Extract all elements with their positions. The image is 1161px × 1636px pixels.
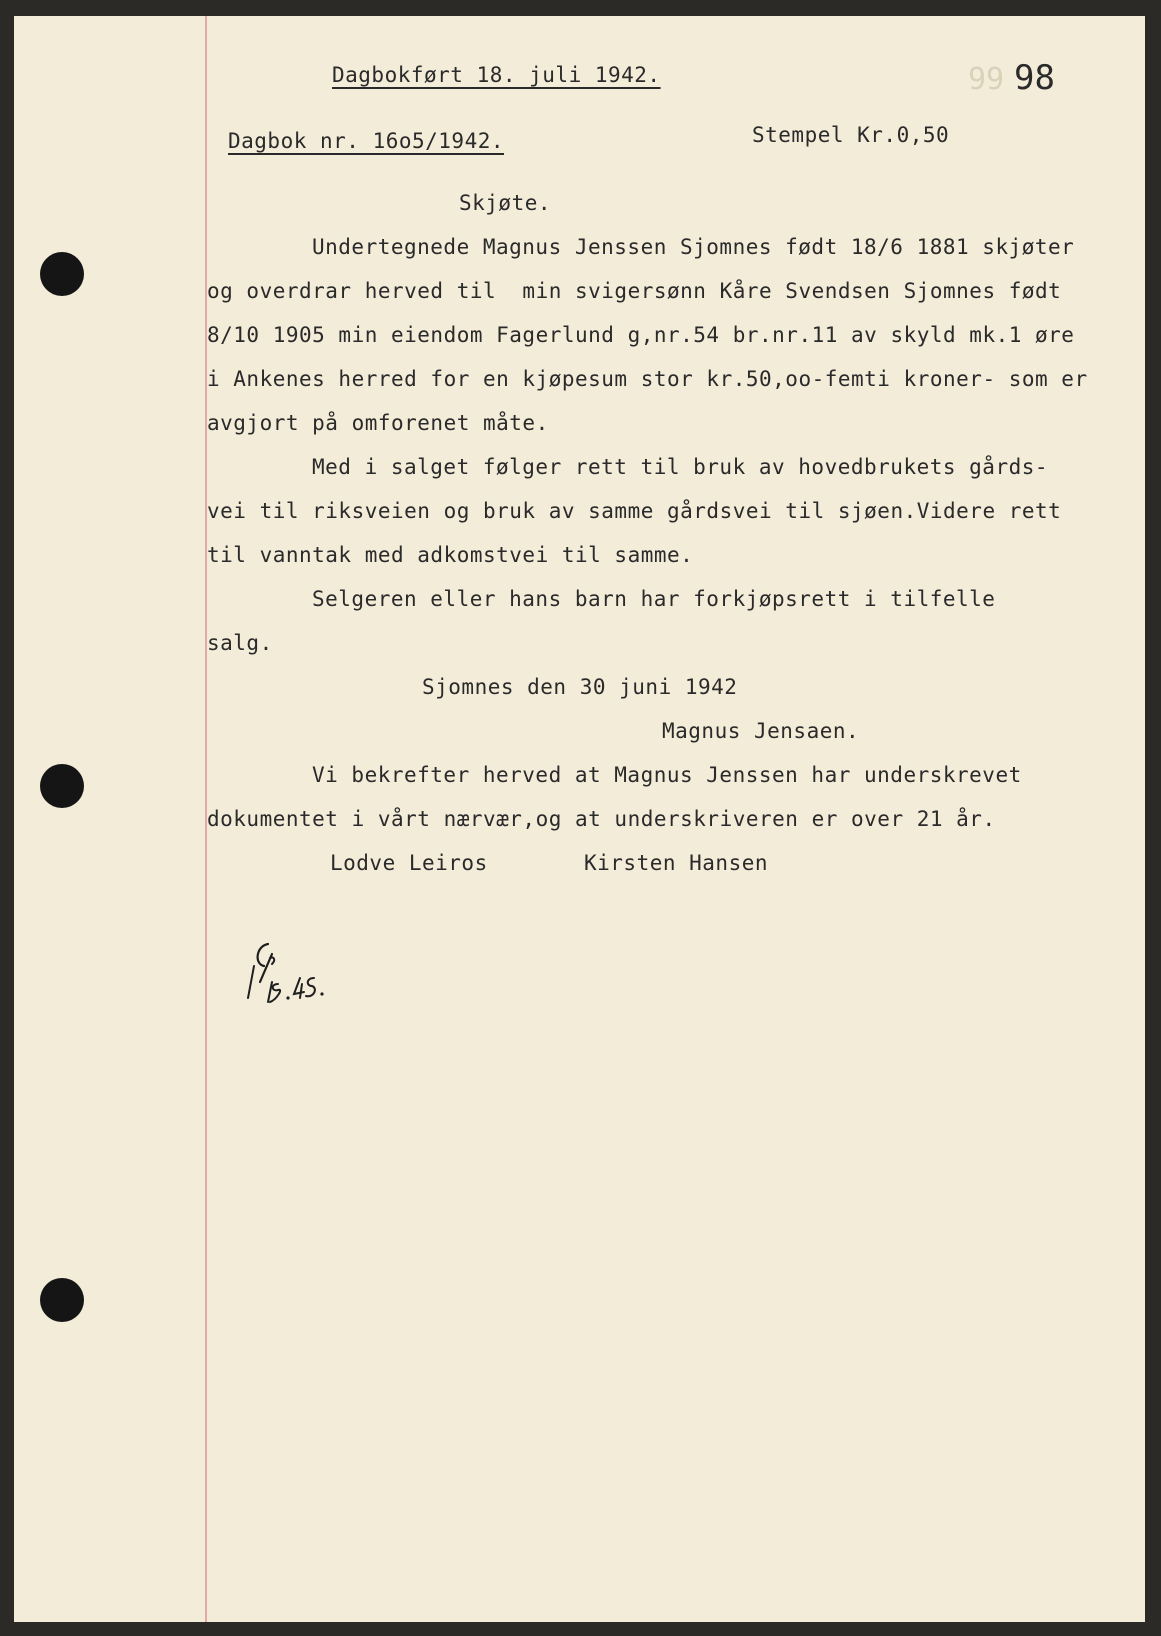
punch-hole-bottom — [40, 1278, 84, 1322]
witness-signature: Lodve Leiros — [330, 851, 488, 875]
handwritten-note — [242, 936, 332, 1031]
body-line: avgjort på omforenet måte. — [207, 411, 549, 435]
body-line: til vanntak med adkomstvei til samme. — [207, 543, 694, 567]
body-line: Undertegnede Magnus Jenssen Sjomnes født 18/6 1881 skjøter — [312, 235, 1075, 259]
body-line: i Ankenes herred for en kjøpesum stor kr.50,oo-femti kroner- som er — [207, 367, 1088, 391]
diary-number: Dagbok nr. 16o5/1942. — [228, 129, 505, 153]
handwritten-note-drawing — [242, 936, 332, 1026]
attestation-line: Vi bekrefter herved at Magnus Jenssen har underskrevet — [312, 763, 1022, 787]
attestation-line: dokumentet i vårt nærvær,og at underskriveren er over 21 år. — [207, 807, 996, 831]
punch-hole-top — [40, 252, 84, 296]
punch-hole-middle — [40, 764, 84, 808]
document-page — [14, 16, 1145, 1622]
witness-signature: Kirsten Hansen — [584, 851, 769, 875]
body-line: vei til riksveien og bruk av samme gårdsvei til sjøen.Videre rett — [207, 499, 1062, 523]
body-line: og overdrar herved til min svigersønn Kåre Svendsen Sjomnes født — [207, 279, 1062, 303]
faint-page-number: 99 — [968, 62, 1005, 97]
body-line: Selgeren eller hans barn har forkjøpsrett i tilfelle — [312, 587, 996, 611]
page-number: 98 — [1014, 58, 1055, 98]
body-line: 8/10 1905 min eiendom Fagerlund g,nr.54 br.nr.11 av skyld mk.1 øre — [207, 323, 1075, 347]
stamp-fee: Stempel Kr.0,50 — [752, 123, 950, 147]
body-line: Med i salget følger rett til bruk av hovedbrukets gårds- — [312, 455, 1049, 479]
seller-signature: Magnus Jensaen. — [662, 719, 860, 743]
diary-entry-line: Dagbokført 18. juli 1942. — [332, 63, 661, 87]
document-title: Skjøte. — [459, 191, 552, 215]
body-line: salg. — [207, 631, 273, 655]
place-date: Sjomnes den 30 juni 1942 — [422, 675, 738, 699]
